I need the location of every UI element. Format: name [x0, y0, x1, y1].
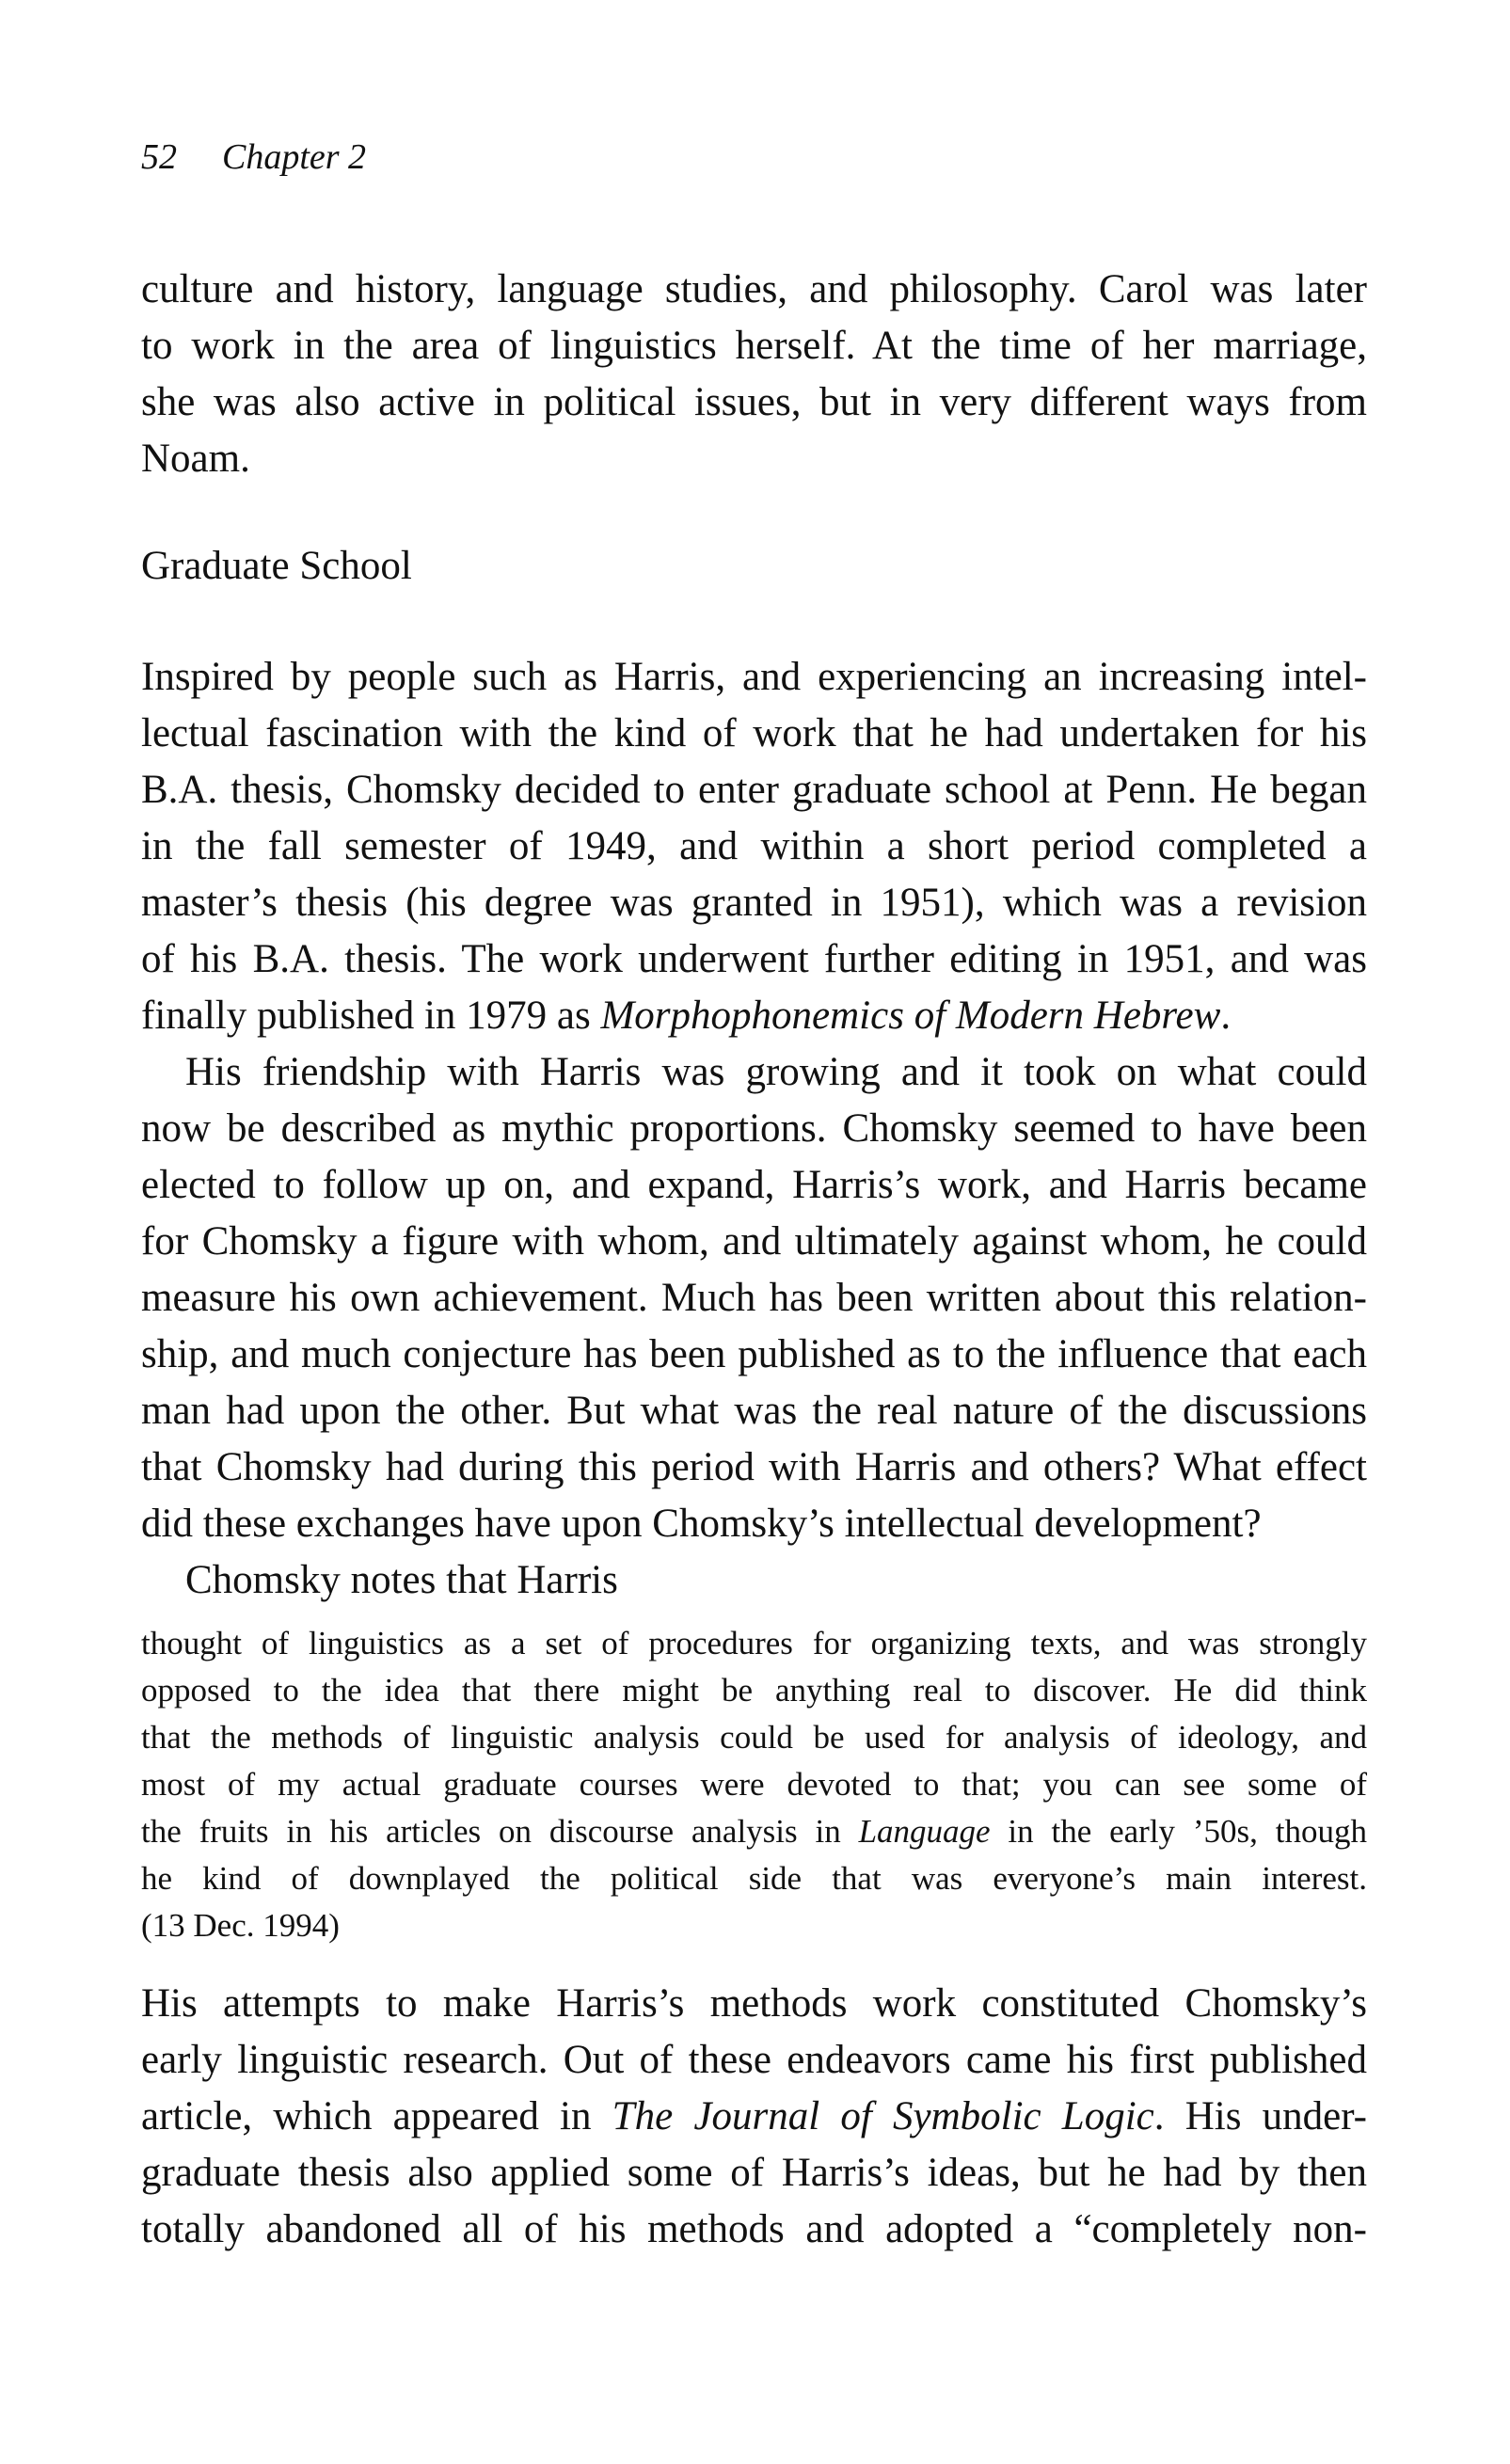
page-number: 52	[141, 137, 177, 177]
text-line: measure his own achievement. Much has been written about this relation-	[141, 1276, 1367, 1320]
chapter-label: Chapter 2	[222, 137, 367, 177]
text-line: His friendship with Harris was growing and it took on what could	[185, 1050, 1367, 1094]
quote-line: that the methods of linguistic analysis could be used for analysis of ideology, and	[141, 1719, 1367, 1756]
journal-title: The Journal of Symbolic Logic	[612, 2094, 1154, 2138]
text-line: man had upon the other. But what was the real nature of the discussions	[141, 1389, 1367, 1433]
quote-line: most of my actual graduate courses were devoted to that; you can see some of	[141, 1766, 1367, 1803]
text-line: finally published in 1979 as Morphophonemics of Modern Hebrew.	[141, 994, 1232, 1038]
quote-line: thought of linguistics as a set of procedures for organizing texts, and was strongly	[141, 1625, 1367, 1661]
text-line: Inspired by people such as Harris, and experiencing an increasing intel-	[141, 655, 1367, 699]
text-line: that Chomsky had during this period with Harris and others? What effect	[141, 1445, 1367, 1489]
text-line: ship, and much conjecture has been published as to the influence that each	[141, 1332, 1367, 1376]
journal-title: Language	[858, 1813, 991, 1850]
quote-citation: (13 Dec. 1994)	[141, 1907, 340, 1944]
text-line: of his B.A. thesis. The work underwent further editing in 1951, and was	[141, 937, 1367, 981]
text-line: in the fall semester of 1949, and within a short period completed a	[141, 824, 1367, 868]
text-line: for Chomsky a figure with whom, and ultimately against whom, he could	[141, 1219, 1367, 1264]
text-line: she was also active in political issues, but in very different ways from	[141, 380, 1367, 424]
text-line: early linguistic research. Out of these endeavors came his first published	[141, 2038, 1367, 2082]
section-heading: Graduate School	[141, 544, 412, 588]
running-head	[141, 139, 366, 175]
text-line: Noam.	[141, 437, 250, 481]
text-line: to work in the area of linguistics herself. At the time of her marriage,	[141, 324, 1367, 368]
text-line: totally abandoned all of his methods and adopted a “completely non-	[141, 2207, 1367, 2251]
text-line: His attempts to make Harris’s methods work constituted Chomsky’s	[141, 1981, 1367, 2026]
text-line: Chomsky notes that Harris	[185, 1558, 618, 1602]
quote-line: the fruits in his articles on discourse analysis in Language in the early ’50s, though	[141, 1813, 1368, 1850]
text-line: culture and history, language studies, and philosophy. Carol was later	[141, 267, 1367, 311]
text-line: article, which appeared in The Journal of Symbolic Logic. His under-	[141, 2094, 1367, 2138]
text-line: master’s thesis (his degree was granted in 1951), which was a revision	[141, 881, 1367, 925]
text-line: now be described as mythic proportions. Chomsky seemed to have been	[141, 1106, 1367, 1151]
text-line: B.A. thesis, Chomsky decided to enter graduate school at Penn. He began	[141, 768, 1367, 812]
text-line: elected to follow up on, and expand, Harris’s work, and Harris became	[141, 1163, 1367, 1207]
quote-line: opposed to the idea that there might be anything real to discover. He did think	[141, 1672, 1367, 1709]
text-line: did these exchanges have upon Chomsky’s intellectual development?	[141, 1502, 1262, 1546]
text-line: graduate thesis also applied some of Harris’s ideas, but he had by then	[141, 2151, 1367, 2195]
text-line: lectual fascination with the kind of work that he had undertaken for his	[141, 711, 1367, 755]
quote-line: he kind of downplayed the political side that was everyone’s main interest.	[141, 1860, 1367, 1897]
book-title: Morphophonemics of Modern Hebrew	[600, 994, 1221, 1038]
